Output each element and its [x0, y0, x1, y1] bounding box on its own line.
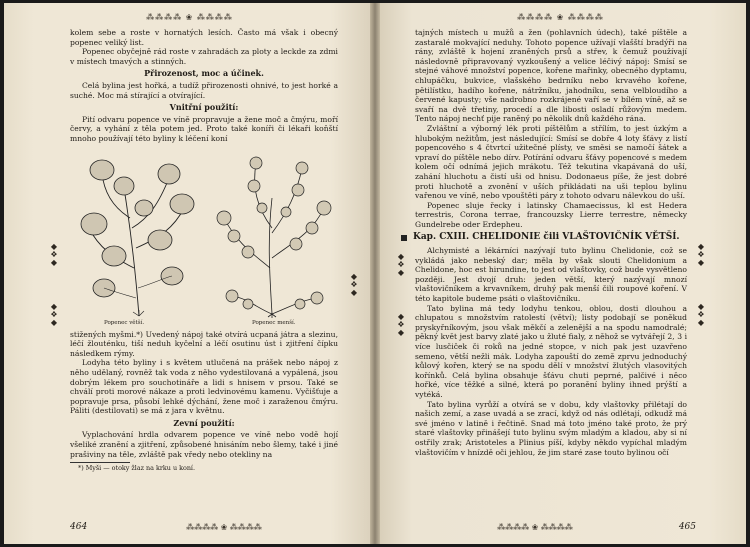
side-ornament-icon: ◆ ❖ ◆ [350, 272, 358, 297]
left-text-column [70, 28, 338, 472]
bottom-ornament: ⁂⁂⁂⁂ ❀ ⁂⁂⁂⁂ [497, 523, 573, 532]
paragraph: Popenec sluje řecky i latinsky Chamaecissus, kl est Hedera terrestris, Corona terrae, francouzsky Lierre terrestre, německy Gundelrebe oder Erdepheu. [415, 200, 687, 229]
paragraph: Alchymisté a lékárníci nazývají tuto bylinu Chelidonie, což se vykládá jako nebeský dar; měla by však slouti Chelidonium a Chelidone, hoc est hirundine, to jest od vlaštovky, což bude vysvětleno později. Jest dvojí druh: jeden větší, který nazývají mnozí vlaštovičníkem a krvavníkem, druhý pak menší čili roupové koření. V této kapitole budeme psáti o vlaštovičníku. [415, 246, 687, 304]
top-ornament: ⁂⁂⁂⁂ ❀ ⁂⁂⁂⁂ [517, 13, 604, 22]
paragraph: Tato bylina má tedy lodyhu tenkou, oblou, dosti dlouhou a chlupatou s množstvím ratolestí (větví); listy podobají se poněkud pryskyřníkovým, jsou však měkčí a zelenější a na spodu namodralé; pěkný květ jest barvy zlaté jako u žluté fialy, z něhož se vytvářejí 2, 3 i více lusčiček či roků na jedné stopce, v nich pak jest uzavřeno semeno, větší nežli mák. Lodyha zapouští do země zprvu jednoduchý kůlový kořen, který se na spodu dělí v množství žlutých vlasovitých kořínků. Celá bylina obsahuje šťávu chuti peprné, palčivé i něco hořké, více těžké a silné, která po poranění byliny ihned prýští a vytéká. [415, 303, 687, 399]
page-number: 465 [678, 522, 696, 532]
side-ornament-icon: ◆ ❖ ◆ [697, 302, 705, 327]
section-heading: Zevní použití: [173, 417, 235, 428]
paragraph: Celá bylina jest hořká, a tudíž přirozenosti ohnivé, to jest horké a suché. Moc má stírající a otvírající. [70, 80, 338, 100]
paragraph: Lodyha této byliny i s květem utlučená na prášek nebo nápoj z něho udělaný, rovněž tak voda z něho vydestilovaná a vypálená, jsou dobrým lékem pro souchotináře a lidi s hnisem v prsou. Také se chválí proti morové nákaze a proti ledvinovému kamenu. Vyčišťuje a popravuje prsa, působí lehké dýchání, žene moč i zaraženou čmýru. Páliti (destilovati) se má z jara v květnu. [70, 358, 338, 416]
popenec-vetsi-illustration [74, 148, 204, 318]
paragraph: kolem sebe a roste v hornatých lesích. Často má však i obecný popenec veliký list. [70, 28, 338, 47]
side-ornament-icon: ◆ ❖ ◆ [50, 242, 58, 267]
footnote: *) Myši — otoky žlaz na krku u koní. [78, 464, 196, 473]
side-ornament-icon: ◆ ❖ ◆ [397, 252, 405, 277]
book-spread [4, 3, 746, 544]
chapter-heading [401, 233, 687, 243]
book-gutter [370, 3, 380, 544]
top-ornament: ⁂⁂⁂⁂ ❀ ⁂⁂⁂⁂ [146, 13, 233, 22]
popenec-mensi-illustration [212, 148, 336, 318]
right-page [375, 3, 746, 544]
paragraph: Popenec obyčejně rád roste v zahradách za ploty a leckde za zdmi v místech tmavých a stinných. [70, 47, 338, 66]
plant-illustrations [70, 148, 338, 326]
paragraph: Pití odvaru popence ve víně propravuje a žene moč a čmýru, moří červy, a vyhání z těla potem jed. Proto také koníři či lékaři koňští mnoho používají této byliny k léčení koní [70, 114, 338, 143]
bottom-ornament: ⁂⁂⁂⁂ ❀ ⁂⁂⁂⁂ [186, 523, 262, 532]
side-ornament-icon: ◆ ❖ ◆ [50, 302, 58, 327]
chapter-title: Kap. CXIII. CHELIDONIE čili VLAŠTOVIČNÍK VĚTŠÍ. [413, 232, 680, 243]
paragraph: stižených myšmi.*) Uvedený nápoj také otvírá ucpaná játra a slezinu, léčí žlouténku, tiší neduh kyčelní a léčí osutinu úst i zjitření čípku následkem rýmy. [70, 329, 338, 358]
paragraph: tajných místech u mužů a žen (pohlavních údech), také píštěle a zastaralé mokvající neduhy. Tohoto popence užívají vlašští bradýři na rány, zvláště k hojení zraněných prsů a střev, k čemuž používají následovně připravovaný vyzkoušený a velice léčivý nápoj: Smísí se stejné váhové množství popence, kořene mařinky, obecného dyptamu, chlupáčku, bukvice, vlašského bedrníku nebo krvavého kořene, pětilístku, hadího kořene, nátržníku, jahodníku, sena velbloudího a červené kapusty; vše nadrobno rozkrájené vaří se v bílém víně, až se svaří na dvě třetiny, procedí a dle libosti osladí růžovým medem. Tento nápoj nechť pije raněný po několik dnů každého rána. [415, 28, 687, 124]
section-heading: Vnitřní použití: [169, 102, 239, 113]
side-ornament-icon: ◆ ❖ ◆ [697, 242, 705, 267]
page-number: 464 [70, 522, 88, 532]
figure-caption: Popenec větší. [104, 319, 145, 326]
section-heading: Přirozenost, moc a účinek. [144, 68, 264, 79]
paragraph: Zvláštní a výborný lék proti píštělům a střílím, to jest úzkým a hlubokým nežitům, jest následující: Smísí se dobře 4 loty šťávy z listí popencového s 4 čtvrtcí užitečné plísty, ve směsi se namočí šátek a vpraví do píštěle nebo dírv. Potírání odvaru šťávy popencové s medem kolem očí odnímá jejich mrákotu. Též tekutina vkapávaná do uší, zahání hluchotu a čistí uši od hnisu. Dodonaeus píše, že jest dobré proti hluchotě a zvonění v uších přikládati na uši teplou bylinu vařenou ve víně, nebo vpouštěti páry z tohoto odvaru nálevkou do uší. [415, 123, 687, 201]
left-page [4, 3, 375, 544]
right-text-column [415, 28, 687, 457]
paragraph: Tato bylina vyrůží a otvírá se v dobu, kdy vlaštovky přilétají do našich zemí, a zase uvadá a se zrací, když od nás odlétají, odkudž má své jméno v latině i řečtině. Snad má toto jméno také proto, že prý staré vlaštovky přinášejí tuto bylinu svým mladým a kladou, aby si ní ostřily zrak; Aristoteles a Plinius píší, kdyby někdo vypíchal mladým vlaštovičím v hnízdě oči jehlou, že jim staré zase touto bylinou očí [415, 399, 687, 457]
chapter-bullet-icon [401, 235, 407, 241]
figure-caption: Popenec menší. [252, 319, 296, 326]
paragraph: Vyplachování hrdla odvarem popence ve víně nebo vodě hojí všeliké zranění a zjitření, způsobené hnisáním nebo šlemy, také i jiné prašiviny na těle, zvláště pak vředy nebo otekliny na [70, 430, 338, 459]
side-ornament-icon: ◆ ❖ ◆ [397, 312, 405, 337]
